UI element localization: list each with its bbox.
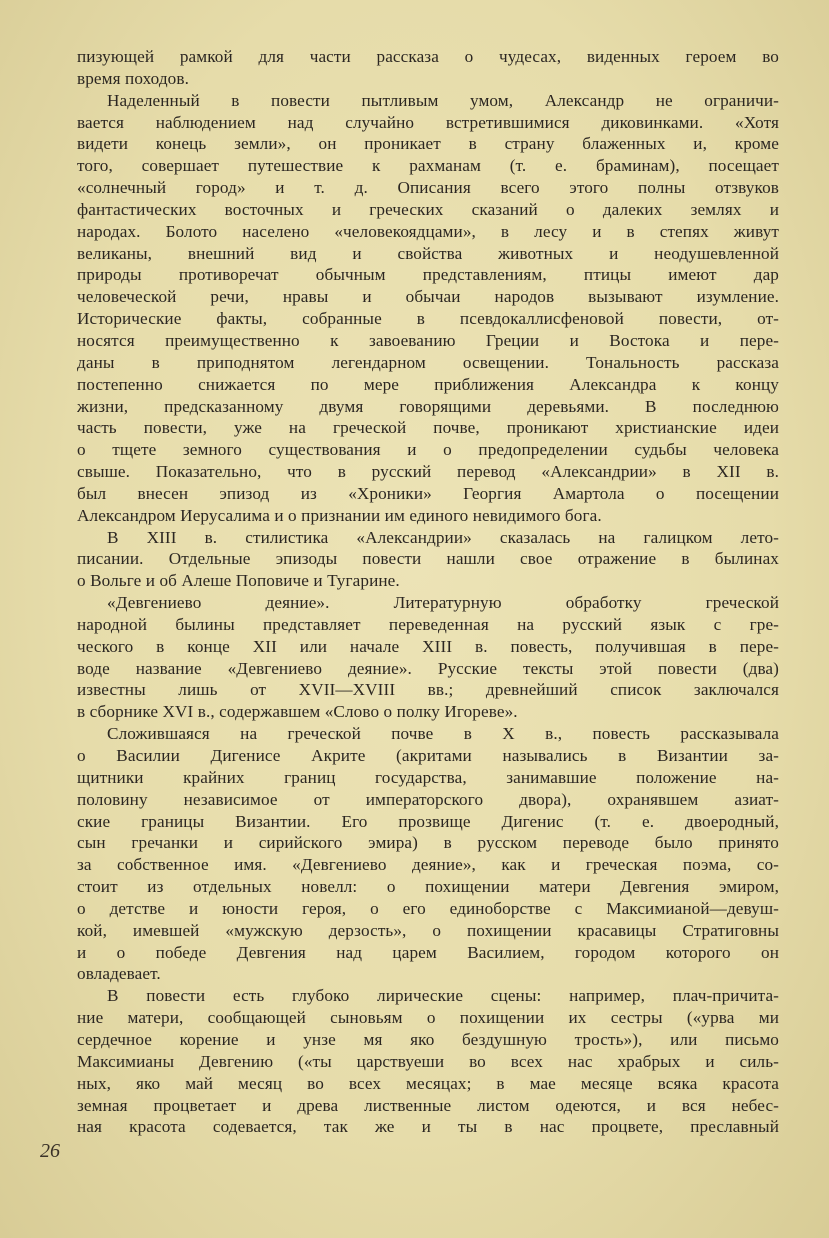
text-line: народах. Болото населено «человекоядцами», в лесу и в степях живут bbox=[77, 221, 779, 241]
text-line: ческого в конце XII или начале XIII в. повесть, получившая в пере- bbox=[77, 636, 779, 656]
text-line: о Вольге и об Алеше Поповиче и Тугарине. bbox=[77, 571, 400, 591]
text-line: за собственное имя. «Девгениево деяние», как и греческая поэма, со- bbox=[77, 855, 779, 875]
paragraph bbox=[77, 723, 779, 985]
text-line: В XIII в. стилистика «Александрии» сказалась на галицком лето- bbox=[107, 527, 779, 547]
text-line: носятся преимущественно к завоеванию Греции и Востока и пере- bbox=[77, 330, 779, 350]
text-line: щитники крайних границ государства, занимавшие положение на- bbox=[77, 767, 779, 787]
paragraph bbox=[77, 90, 779, 527]
text-line: о детстве и юности героя, о его единоборстве с Максимианой—девуш- bbox=[77, 898, 779, 918]
text-line: часть повести, уже на греческой почве, проникают христианские идеи bbox=[77, 418, 779, 438]
text-line: свыше. Показательно, что в русский перевод «Александрии» в XII в. bbox=[77, 462, 779, 482]
text-line: В повести есть глубоко лирические сцены: например, плач-причита- bbox=[107, 986, 779, 1006]
text-line: время походов. bbox=[77, 68, 189, 88]
paragraph bbox=[77, 592, 779, 723]
text-line: Александром Иерусалима и о признании им единого невидимого бога. bbox=[77, 505, 602, 525]
text-line: половину независимое от императорского двора), охранявшем азиат- bbox=[77, 789, 779, 809]
text-line: ские границы Византии. Его прозвище Дигенис (т. е. двоеродный, bbox=[77, 811, 779, 831]
text-line: кой, имевшей «мужскую дерзость», о похищении красавицы Стратиговны bbox=[77, 920, 779, 940]
paragraph bbox=[77, 527, 779, 593]
text-line: был внесен эпизод из «Хроники» Георгия Амартола о посещении bbox=[77, 483, 779, 503]
page-number: 26 bbox=[40, 1140, 60, 1162]
text-line: видети конець земли», он проникает в страну блаженных и, кроме bbox=[77, 134, 779, 154]
text-line: стоит из отдельных новелл: о похищении матери Девгения эмиром, bbox=[77, 877, 779, 897]
text-line: ние матери, сообщающей сыновьям о похищении их сестры («урва ми bbox=[77, 1008, 779, 1028]
text-line: «солнечный город» и т. д. Описания всего этого полны отзвуков bbox=[77, 178, 779, 198]
text-line: сын гречанки и сирийского эмира) в русском переводе было принято bbox=[77, 833, 779, 853]
text-line: «Девгениево деяние». Литературную обработку греческой bbox=[107, 593, 779, 613]
text-line: пизующей рамкой для части рассказа о чудесах, виденных героем во bbox=[77, 47, 779, 66]
text-line: ных, яко май месяц во всех месяцах; в мае месяце всяка красота bbox=[77, 1073, 779, 1093]
paragraph bbox=[77, 985, 779, 1138]
text-line: народной былины представляет переведенная на русский язык с гре- bbox=[77, 614, 779, 634]
text-line: земная процветает и древа лиственные листом одеются, и вся небес- bbox=[77, 1095, 779, 1115]
text-line: Наделенный в повести пытливым умом, Александр не ограничи- bbox=[107, 90, 779, 110]
text-line: фантастических восточных и греческих сказаний о далеких землях и bbox=[77, 199, 779, 219]
text-line: о тщете земного существования и о предопределении судьбы человека bbox=[77, 440, 779, 460]
text-line: воде название «Девгениево деяние». Русские тексты этой повести (два) bbox=[77, 658, 779, 678]
text-line: известны лишь от XVII—XVIII вв.; древнейший список заключался bbox=[77, 680, 779, 700]
text-line: великаны, внешний вид и свойства животных и неодушевленной bbox=[77, 243, 779, 263]
text-line: жизни, предсказанному двумя говорящими деревьями. В последнюю bbox=[77, 396, 779, 416]
text-line: того, совершает путешествие к рахманам (т. е. браминам), посещает bbox=[77, 156, 779, 176]
text-line: сердечное корение и унзе мя яко бездушную трость»), или письмо bbox=[77, 1029, 779, 1049]
text-line: и о победе Девгения над царем Василием, городом которого он bbox=[77, 942, 779, 962]
text-line: Сложившаяся на греческой почве в X в., повесть рассказывала bbox=[107, 724, 779, 744]
text-line: даны в приподнятом легендарном освещении. Тональность рассказа bbox=[77, 352, 779, 372]
text-line: Максимианы Девгению («ты царствуеши во всех нас храбрых и силь- bbox=[77, 1051, 779, 1071]
text-line: постепенно снижается по мере приближения Александра к концу bbox=[77, 374, 779, 394]
text-line: природы противоречат обычным представлениям, птицы имеют дар bbox=[77, 265, 779, 285]
page-body-text bbox=[77, 46, 779, 1138]
text-line: Исторические факты, собранные в псевдокаллисфеновой повести, от- bbox=[77, 309, 779, 329]
text-line: вается наблюдением над случайно встретившимися диковинками. «Хотя bbox=[77, 112, 779, 132]
text-line: писании. Отдельные эпизоды повести нашли свое отражение в былинах bbox=[77, 549, 779, 569]
text-line: о Василии Дигенисе Акрите (акритами назывались в Византии за- bbox=[77, 746, 779, 765]
text-line: ная красота содевается, так же и ты в нас процвете, преславный bbox=[77, 1117, 779, 1137]
text-line: человеческой речи, нравы и обычаи народов вызывают изумление. bbox=[77, 287, 779, 307]
text-line: в сборнике XVI в., содержавшем «Слово о полку Игореве». bbox=[77, 702, 518, 722]
text-line: овладевает. bbox=[77, 964, 161, 984]
paragraph bbox=[77, 46, 779, 90]
